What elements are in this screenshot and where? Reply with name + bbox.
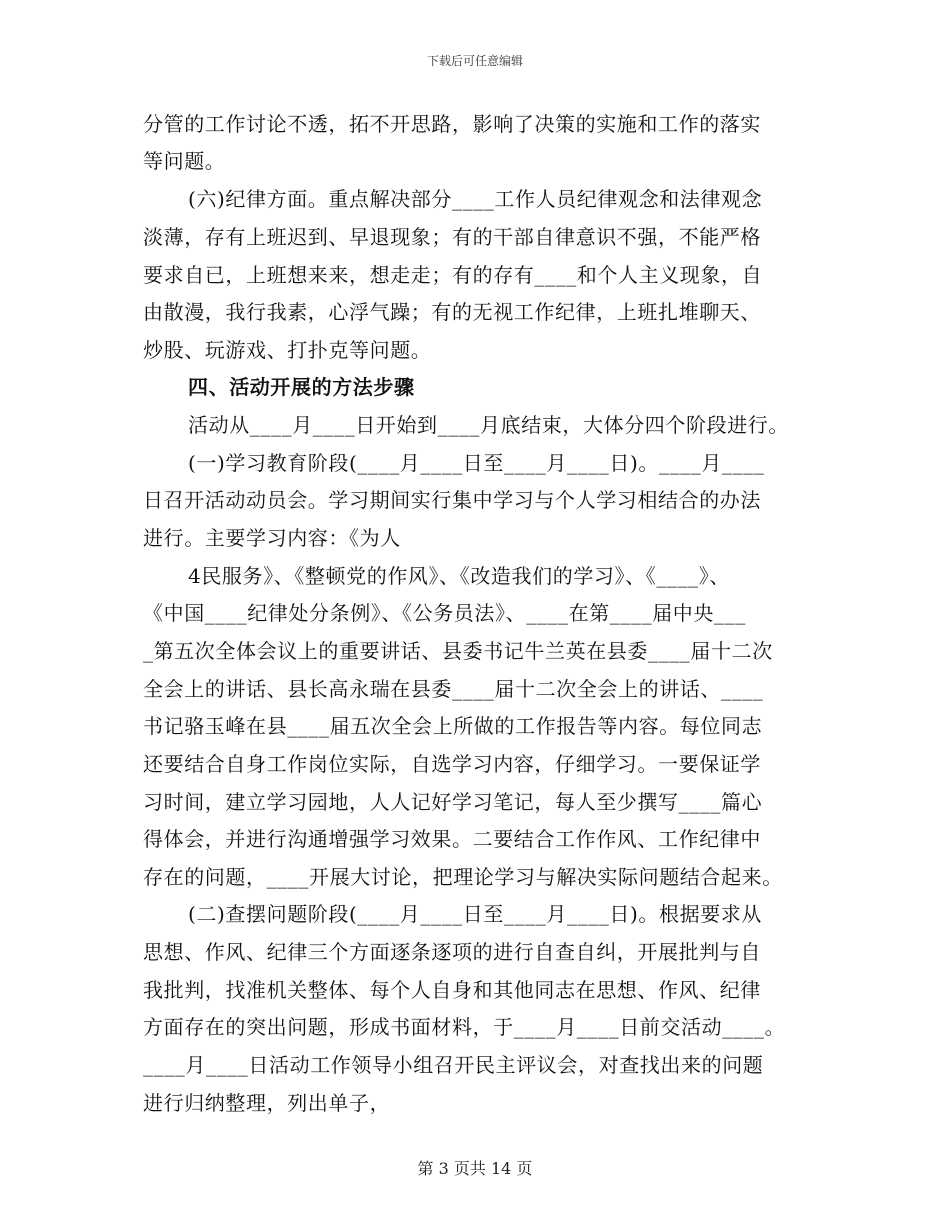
- text-line: 思想、作风、纪律三个方面逐条逐项的进行自查自纠，开展批判与自: [143, 940, 761, 964]
- text-line: 习时间，建立学习园地，人人记好学习笔记，每人至少撰写____篇心: [143, 790, 763, 814]
- text-line: _第五次全体会议上的重要讲话、县委书记牛兰英在县委____届十二次: [143, 639, 773, 663]
- text-line: 分管的工作讨论不透，拓不开思路，影响了决策的实施和工作的落实: [143, 112, 761, 136]
- text-line: ____月____日活动工作领导小组召开民主评议会，对查找出来的问题: [143, 1053, 764, 1077]
- text-line: 存在的问题，____开展大讨论，把理论学习与解决实际问题结合起来。: [143, 865, 783, 889]
- text-line: 得体会，并进行沟通增强学习效果。二要结合工作作风、工作纪律中: [143, 827, 761, 851]
- section-heading: 四、活动开展的方法步骤: [188, 375, 415, 399]
- text-line: 全会上的讲话、县长高永瑞在县委____届十二次全会上的讲话、____: [143, 677, 764, 701]
- text-line: 炒股、玩游戏、打扑克等问题。: [143, 338, 432, 362]
- text-line: 进行。主要学习内容：《为人: [143, 526, 401, 550]
- text-line: 进行归纳整理，列出单子，: [143, 1091, 391, 1115]
- page-header: 下载后可任意编辑: [426, 54, 523, 68]
- text-line: 要求自已，上班想来来，想走走；有的存有____和个人主义现象，自: [143, 263, 763, 287]
- text-line: 由散漫，我行我素，心浮气躁；有的无视工作纪律，上班扎堆聊天、: [143, 300, 761, 324]
- text-line: 还要结合自身工作岗位实际，自选学习内容，仔细学习。一要保证学: [143, 752, 761, 776]
- text-line: 我批判，找准机关整体、每个人自身和其他同志在思想、作风、纪律: [143, 978, 761, 1002]
- text-line: (一)学习教育阶段(____月____日至____月____日)。____月____: [188, 451, 765, 475]
- text-line: 日召开活动动员会。学习期间实行集中学习与个人学习相结合的办法: [143, 488, 761, 512]
- text-line: (六)纪律方面。重点解决部分____工作人员纪律观念和法律观念: [188, 187, 763, 211]
- text-line: 活动从____月____日开始到____月底结束，大体分四个阶段进行。: [188, 413, 789, 437]
- text-line: 4民服务》、《整顿党的作风》、《改造我们的学习》、《____》、: [188, 564, 730, 588]
- text-line: 方面存在的突出问题，形成书面材料，于____月____日前交活动____。: [143, 1015, 786, 1039]
- text-line: (二)查摆问题阶段(____月____日至____月____日)。根据要求从: [188, 902, 763, 926]
- text-line: 书记骆玉峰在县____届五次全会上所做的工作报告等内容。每位同志: [143, 714, 763, 738]
- text-line: 等问题。: [143, 149, 226, 173]
- text-line: 淡薄，存有上班迟到、早退现象；有的干部自律意识不强，不能严格: [143, 225, 761, 249]
- text-line: 《中国____纪律处分条例》、《公务员法》、____在第____届中央___: [143, 601, 746, 625]
- page-footer: 第 3 页共 14 页: [417, 1159, 533, 1178]
